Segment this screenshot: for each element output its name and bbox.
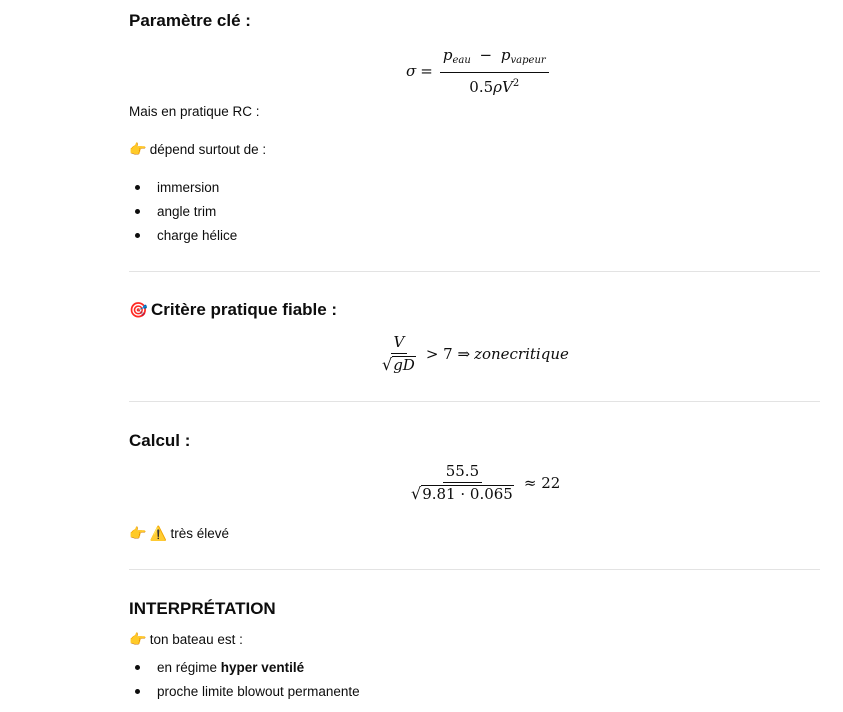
interpretation-list: [129, 659, 360, 707]
froude-formula: [376, 333, 569, 374]
sigma-symbol: σ: [406, 62, 417, 80]
froude-fraction: [379, 333, 419, 374]
divider: [129, 401, 820, 402]
equals-sign: =: [420, 62, 433, 80]
froude-numerator: V: [391, 333, 408, 354]
warning-icon: ⚠️: [149, 526, 168, 542]
depends-list: [129, 179, 237, 251]
list-item: [129, 659, 360, 683]
calcul-numerator: 55.5: [443, 462, 482, 483]
sigma-denominator: [466, 73, 522, 96]
bullet1-prefix: en régime: [157, 660, 221, 675]
radical-sign: √: [382, 355, 393, 374]
radical-sign: √: [411, 484, 422, 503]
interpretation-intro: [129, 631, 243, 649]
calcul-radicand: 9.81 · 0.065: [422, 485, 513, 503]
v-symbol: V: [501, 78, 513, 96]
approx-result: ≈ 22: [523, 473, 561, 492]
calcul-heading: Calcul :: [129, 431, 191, 450]
result-text: très élevé: [170, 526, 230, 541]
p-eau-sub: eau: [452, 55, 471, 66]
v-exponent: 2: [512, 78, 520, 89]
den-coef: 0.5: [469, 78, 494, 96]
parametre-heading: Paramètre clé :: [129, 11, 251, 30]
minus-sign: −: [479, 46, 493, 64]
critere-heading: [129, 299, 337, 321]
divider: [129, 271, 820, 272]
calcul-denominator: [408, 483, 517, 503]
list-item: charge hélice: [129, 227, 237, 251]
result-line: [129, 525, 229, 543]
sigma-fraction: [440, 46, 549, 96]
list-item: proche limite blowout permanente: [129, 683, 360, 707]
sqrt-symbol: [411, 485, 514, 503]
p-eau: p: [442, 46, 453, 64]
sqrt-symbol: [382, 356, 416, 374]
rho-symbol: ρ: [493, 78, 502, 96]
critical-zone-text: zonecritique: [474, 344, 569, 363]
pointing-hand-icon: 👉: [129, 632, 147, 648]
bullet1-bold: hyper ventilé: [220, 660, 305, 675]
sigma-formula: [406, 46, 552, 96]
pointing-hand-icon: 👉: [129, 526, 147, 542]
practice-text: Mais en pratique RC :: [129, 104, 260, 119]
p-vapeur-sub: vapeur: [510, 55, 546, 66]
calcul-formula: [405, 462, 564, 503]
depends-text: dépend surtout de :: [149, 142, 267, 157]
pointing-hand-icon: 👉: [129, 142, 147, 158]
froude-denominator: [379, 354, 419, 374]
list-item: immersion: [129, 179, 237, 203]
interpretation-heading: INTERPRÉTATION: [129, 599, 276, 618]
list-item: angle trim: [129, 203, 237, 227]
divider: [129, 569, 820, 570]
sigma-numerator: [440, 46, 549, 73]
criterion-relation: > 7 ⇒: [425, 344, 471, 363]
froude-radicand: gD: [393, 356, 415, 374]
calcul-fraction: [408, 462, 517, 503]
depends-line: [129, 141, 266, 159]
p-vapeur: p: [500, 46, 511, 64]
critere-heading-text: Critère pratique fiable :: [151, 300, 338, 319]
interpretation-intro-text: ton bateau est :: [149, 632, 243, 647]
target-icon: 🎯: [129, 301, 148, 319]
